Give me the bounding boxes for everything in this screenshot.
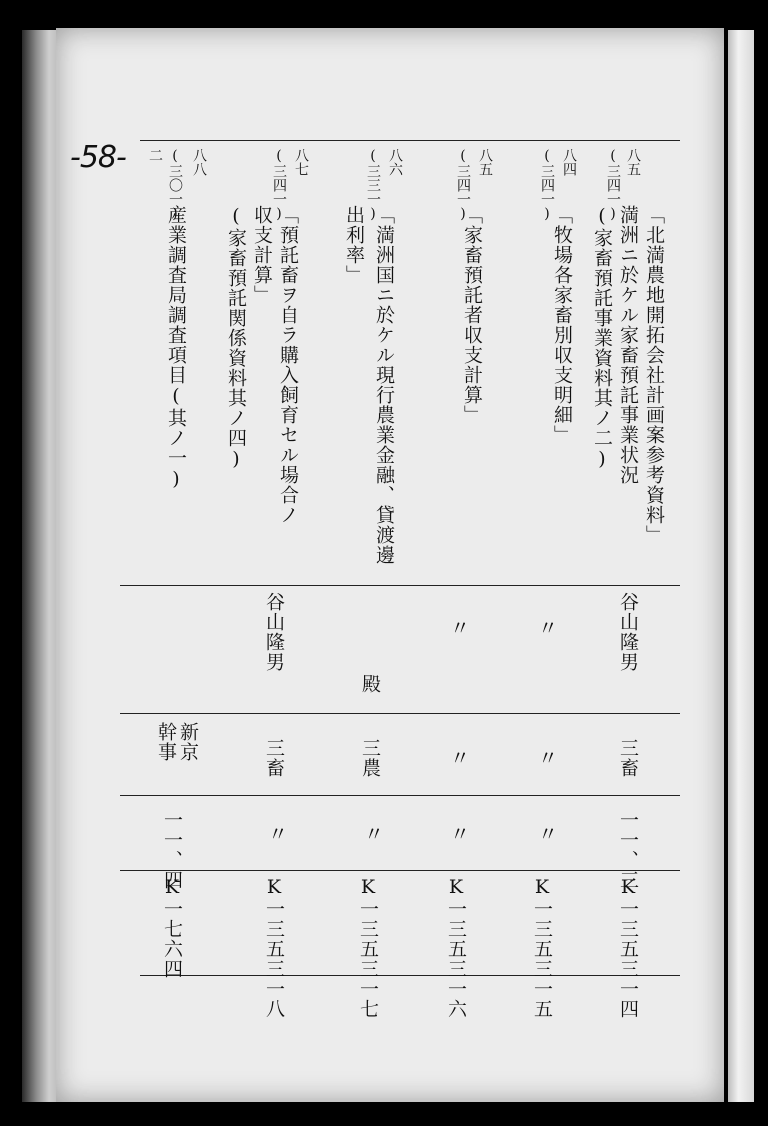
entry-author: 新京 [177,722,199,762]
author-rule [120,713,680,714]
entry-sub-number: (三四一) [271,148,287,222]
entry-agency: 幹事 [155,722,177,762]
entry-code: K一三五三一七 [357,876,379,1019]
next-page-edge [728,30,754,1102]
entry-number: 八七 [293,148,309,176]
entry-code: K一三五三一四 [617,876,639,1019]
entry-title-line2: 出利率」 [343,205,365,285]
count-rule [120,870,680,871]
entry-sub-number: (三四一) [539,148,555,222]
ditto-count: 〃 [450,822,470,846]
entry-agency: 三畜 [263,738,285,778]
entry-title-line2: 収支計算」 [251,205,273,305]
ditto-agency: 〃 [538,746,558,770]
entry-sub-number: (三四一) [605,148,621,222]
entry-author: 谷山隆男 [617,592,639,672]
entry-code: K一七六四 [161,876,183,979]
ditto-agency: 〃 [450,746,470,770]
entry-agency: 三農 [359,738,381,778]
entry-number: 八六 [387,148,403,176]
entry-title: 「北満農地開拓会社計画案参考資料」 [643,205,665,545]
ditto-count: 〃 [364,822,384,846]
ditto-author: 〃 [450,616,470,640]
entry-number: 八四 [561,148,577,176]
entry-title: 「牧場各家畜別収支明細」 [551,205,573,445]
entry-sub-number: (三〇一) [167,148,183,222]
entry-number: 八八 [191,148,207,176]
page-number: -58- [70,140,126,175]
entry-sub-number: (三三一) [365,148,381,222]
entry-sub-number: (三四一) [455,148,471,222]
entry-author: 谷山隆男 [263,592,285,672]
entry-title: 産業調査局調査項目(其ノ一) [165,205,187,491]
entry-title-line2: 満洲ニ於ケル家畜預託事業状況 [617,205,639,485]
agency-rule [120,795,680,796]
entry-title: 「家畜預託者収支計算」 [461,205,483,425]
entry-title: 「預託畜ヲ自ラ購入飼育セル場合ノ [277,205,299,525]
entry-title-line3: (家畜預託事業資料其ノ二) [591,205,613,471]
bottom-rule [140,975,680,976]
ditto-author: 〃 [538,616,558,640]
entry-code: K一三五三一六 [445,876,467,1019]
ditto-count: 〃 [268,822,288,846]
book-spine [22,30,58,1102]
entry-count: 一一、三 [617,810,639,890]
entry-title: 「満洲国ニ於ケル現行農業金融、貸渡邊 [373,205,395,565]
title-rule [120,585,680,586]
entry-count: 一一、四 [161,810,183,890]
entry-number: 八五 [477,148,493,176]
entry-prefix: 二 [147,148,163,162]
entry-title-line3: (家畜預託関係資料其ノ四) [225,205,247,471]
ditto-count: 〃 [538,822,558,846]
entry-agency: 三畜 [617,738,639,778]
top-rule [140,140,680,141]
entry-author: 殿 [359,674,381,694]
entry-code: K一三五三一八 [263,876,285,1019]
entry-code: K一三五三一五 [531,876,553,1019]
entry-number: 八五 [625,148,641,176]
